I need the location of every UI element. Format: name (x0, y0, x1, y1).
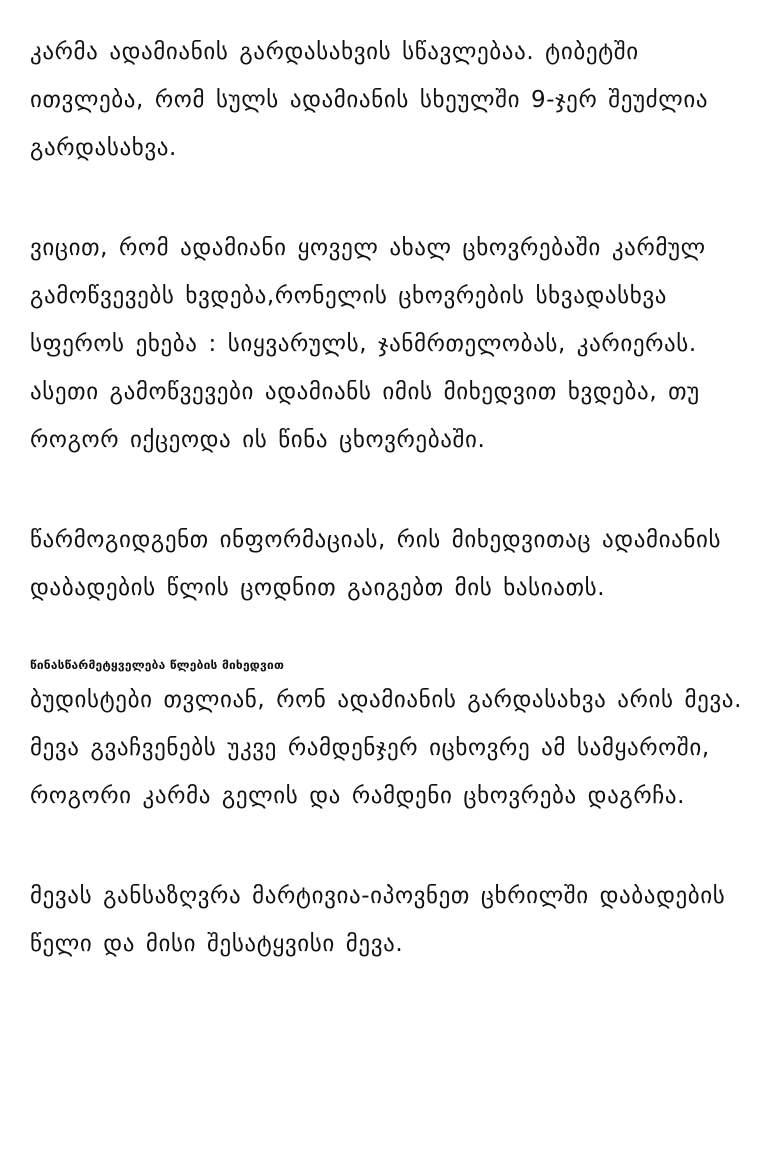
paragraph-meva-table-instruction: მევას განსაზღვრა მარტივია-იპოვნეთ ცხრილში დაბადების წელი და მისი შესატყვისი მევა. (30, 883, 726, 957)
paragraph-buddhist-meva: ბუდისტები თვლიან, რონ ადამიანის გარდასახვა არის მევა. მევა გვაჩვენებს უკვე რამდენჯერ იცხოვრე ამ სამყაროში, როგორი კარმა გელის და რამდენი ცხოვრება დაგრჩა. (30, 687, 742, 809)
paragraph-spacer (30, 820, 742, 872)
paragraph-karmic-challenges: ვიცით, რომ ადამიანი ყოველ ახალ ცხოვრებაში კარმულ გამოწვევებს ხვდება,რონელის ცხოვრების სხვადასხვა სფეროს ეხება : სიყვარულს, ჯანმრთელობას, კარიერას. ასეთი გამოწვევები ადამიანს იმის მიხედვით ხვდება, თუ როგორ იქცეოდა ის წინა ცხოვრებაში. (30, 235, 706, 453)
paragraph-spacer (30, 464, 742, 516)
paragraph-spacer (30, 612, 742, 656)
section-subheading: წინასწარმეტყველება წლების მიხედვით (30, 658, 285, 672)
paragraph-spacer (30, 172, 742, 224)
paragraph-karma-intro: კარმა ადამიანის გარდასახვის სწავლებაა. ტიბეტში ითვლება, რომ სულს ადამიანის სხეულში 9-ჯერ შეუძლია გარდასახვა. (30, 39, 709, 161)
paragraph-birth-year-info: წარმოგიდგენთ ინფორმაციას, რის მიხედვითაც ადამიანის დაბადების წლის ცოდნით გაიგებთ მის ხასიათს. (30, 527, 722, 601)
article-body (30, 28, 742, 968)
